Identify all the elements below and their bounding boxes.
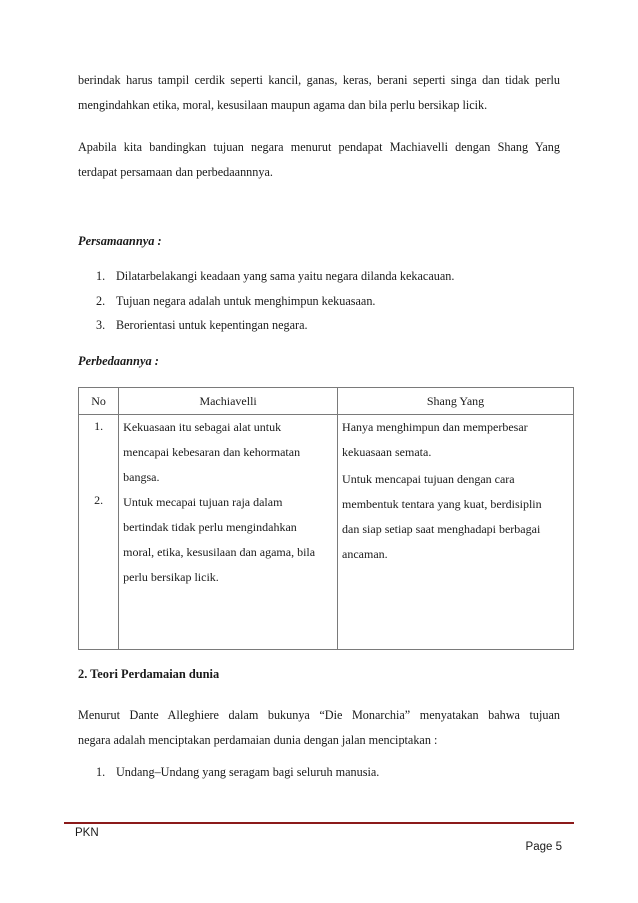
section-2-list — [96, 760, 379, 785]
shang-yang-line: membentuk tentara yang kuat, berdisiplin — [342, 497, 542, 511]
machiavelli-line: bangsa. — [123, 470, 160, 484]
footer-divider — [64, 822, 574, 824]
section-2-heading: 2. Teori Perdamaian dunia — [78, 667, 220, 681]
machiavelli-line: moral, etika, kesusilaan dan agama, bila — [123, 545, 316, 559]
machiavelli-line: Kekuasaan itu sebagai alat untuk — [123, 420, 282, 434]
intro-line-1: berindak harus tampil cerdik seperti kancil, ganas, keras, berani seperti singa dan tidak perlu — [78, 73, 560, 87]
machiavelli-line: perlu bersikap licik. — [123, 570, 219, 584]
machiavelli-cell — [119, 415, 338, 650]
section-2-line-1: Menurut Dante Alleghiere dalam bukunya “Die Monarchia” menyatakan bahwa tujuan — [78, 708, 560, 722]
comparison-line-1: Apabila kita bandingkan tujuan negara menurut pendapat Machiavelli dengan Shang Yang — [78, 140, 560, 154]
comparison-paragraph — [78, 135, 560, 185]
list-item: 1. Dilatarbelakangi keadaan yang sama yaitu negara dilanda kekacauan. — [96, 269, 455, 283]
similarities-list — [96, 264, 454, 338]
row-number-2: 2. — [94, 493, 104, 507]
intro-line-2: mengindahkan etika, moral, kesusilaan maupun agama dan bila perlu bersikap licik. — [78, 98, 488, 112]
page-number: Page 5 — [525, 841, 562, 853]
column-header-no: No — [79, 388, 119, 415]
differences-table — [78, 387, 574, 650]
section-2-paragraph — [78, 703, 560, 753]
table-header-row — [79, 388, 574, 415]
differences-heading: Perbedaannya : — [78, 354, 159, 368]
shang-yang-line: kekuasaan semata. — [342, 445, 432, 459]
section-2-line-2: negara adalah menciptakan perdamaian dunia dengan jalan menciptakan : — [78, 733, 438, 747]
machiavelli-line: bertindak tidak perlu mengindahkan — [123, 520, 297, 534]
list-item: 2. Tujuan negara adalah untuk menghimpun kekuasaan. — [96, 293, 376, 308]
machiavelli-line: Untuk mecapai tujuan raja dalam — [123, 495, 283, 509]
shang-yang-line: Hanya menghimpun dan memperbesar — [342, 420, 528, 434]
shang-yang-cell — [338, 415, 574, 650]
shang-yang-line: dan siap setiap saat menghadapi berbagai — [342, 522, 541, 536]
row-number-1: 1. — [94, 419, 104, 433]
intro-paragraph — [78, 68, 560, 118]
shang-yang-line: ancaman. — [342, 547, 388, 561]
list-item: 1. Undang–Undang yang seragam bagi seluruh manusia. — [96, 765, 380, 779]
number-cell — [79, 415, 119, 650]
footer-subject: PKN — [75, 827, 99, 839]
similarities-heading: Persamaannya : — [78, 234, 162, 248]
machiavelli-line: mencapai kebesaran dan kehormatan — [123, 445, 301, 459]
column-header-shang-yang: Shang Yang — [338, 388, 574, 415]
comparison-line-2: terdapat persamaan dan perbedaannnya. — [78, 165, 273, 179]
shang-yang-line: Untuk mencapai tujuan dengan cara — [342, 472, 515, 486]
column-header-machiavelli: Machiavelli — [119, 388, 338, 415]
table-row — [79, 415, 574, 650]
list-item: 3. Berorientasi untuk kepentingan negara. — [96, 318, 308, 332]
